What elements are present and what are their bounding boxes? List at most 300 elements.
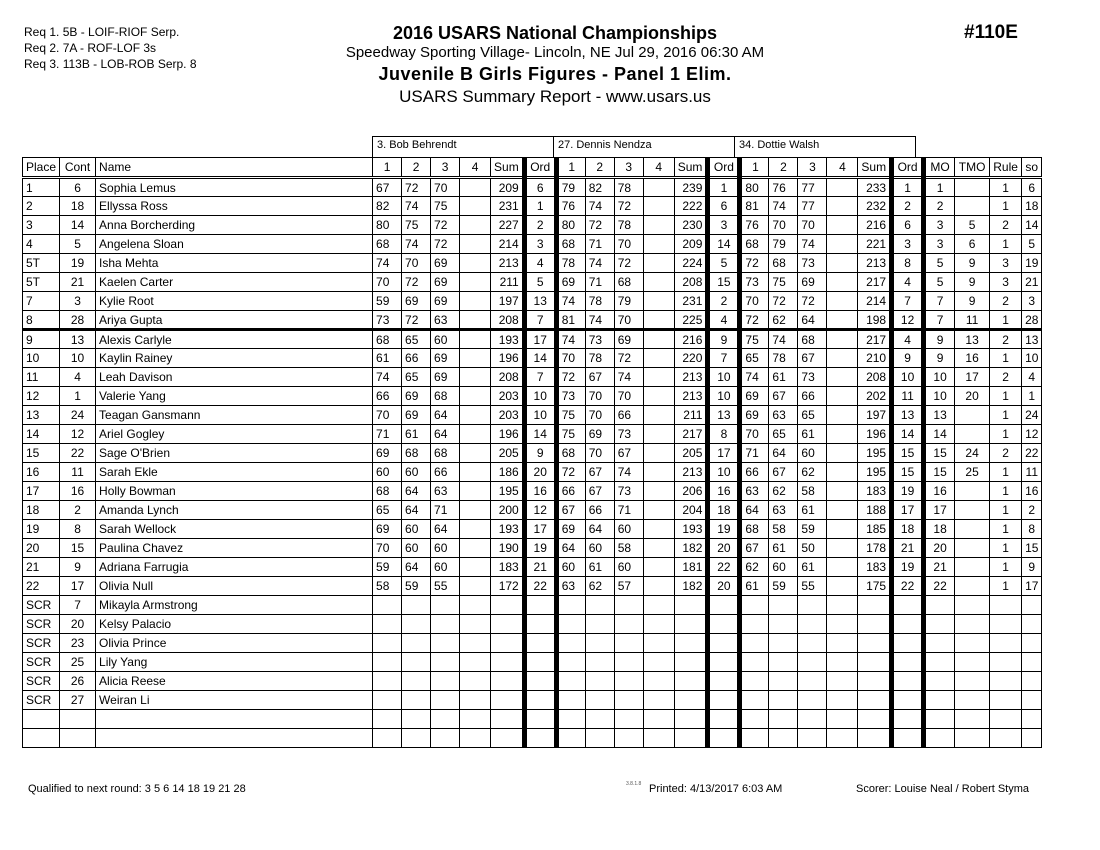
j1-score-2: 64 [402, 482, 431, 501]
place-cell: 22 [23, 577, 60, 596]
j2-sum [674, 672, 708, 691]
header-name: Name [96, 158, 373, 178]
j1-score-3 [431, 691, 460, 710]
table-row [23, 292, 1042, 311]
place-cell: 12 [23, 387, 60, 406]
j1-score-1: 70 [373, 406, 402, 425]
rule-cell: 1 [990, 463, 1022, 482]
contestant-number-cell: 10 [60, 349, 96, 368]
skater-name-cell: Kelsy Palacio [96, 615, 373, 634]
j3-score-1: 75 [740, 330, 769, 349]
scorer-names: Scorer: Louise Neal / Robert Styma [856, 783, 1030, 795]
header-j1-score-1: 1 [373, 158, 402, 178]
table-row [23, 710, 1042, 729]
j1-score-1 [373, 596, 402, 615]
j2-ordinal: 18 [708, 501, 740, 520]
j3-score-4 [827, 330, 858, 349]
header-j2-score-4: 4 [643, 158, 674, 178]
skater-name-cell: Kaylin Rainey [96, 349, 373, 368]
j1-score-2: 59 [402, 577, 431, 596]
j3-score-1: 66 [740, 463, 769, 482]
skater-name-cell: Ariel Gogley [96, 425, 373, 444]
j1-sum: 213 [491, 254, 525, 273]
j1-sum: 208 [491, 368, 525, 387]
j3-score-4 [827, 463, 858, 482]
table-row [23, 729, 1042, 748]
total-majority-ordinal-cell [955, 539, 990, 558]
j3-score-4 [827, 425, 858, 444]
j1-sum [491, 634, 525, 653]
j3-ordinal: 7 [892, 292, 924, 311]
header-so: so [1022, 158, 1042, 178]
table-row [23, 577, 1042, 596]
j2-score-3: 74 [614, 463, 643, 482]
skater-name-cell: Valerie Yang [96, 387, 373, 406]
j3-ordinal: 11 [892, 387, 924, 406]
j1-score-4 [460, 729, 491, 748]
j1-score-1 [373, 615, 402, 634]
skate-order-cell [1022, 634, 1042, 653]
j1-score-1 [373, 729, 402, 748]
skate-order-cell: 21 [1022, 273, 1042, 292]
majority-ordinal-cell: 5 [924, 273, 955, 292]
table-row [23, 653, 1042, 672]
contestant-number-cell: 25 [60, 653, 96, 672]
j3-score-1 [740, 596, 769, 615]
j1-score-1: 58 [373, 577, 402, 596]
total-majority-ordinal-cell [955, 558, 990, 577]
j1-score-3: 69 [431, 254, 460, 273]
total-majority-ordinal-cell [955, 596, 990, 615]
j3-score-2 [769, 691, 798, 710]
j2-score-1: 79 [556, 178, 585, 197]
j1-score-4 [460, 634, 491, 653]
j2-ordinal [708, 729, 740, 748]
j2-score-3 [614, 596, 643, 615]
j2-score-2: 67 [585, 463, 614, 482]
j2-score-1: 78 [556, 254, 585, 273]
j1-ordinal: 17 [524, 520, 556, 539]
j1-score-4 [460, 653, 491, 672]
j1-score-2: 70 [402, 254, 431, 273]
j3-sum [858, 710, 892, 729]
table-row [23, 368, 1042, 387]
j3-ordinal: 9 [892, 349, 924, 368]
j3-score-4 [827, 653, 858, 672]
j2-score-2: 67 [585, 482, 614, 501]
j2-score-2 [585, 710, 614, 729]
j1-score-3: 75 [431, 197, 460, 216]
j3-score-3 [798, 710, 827, 729]
j1-score-3: 63 [431, 482, 460, 501]
j2-ordinal: 10 [708, 387, 740, 406]
place-cell: 7 [23, 292, 60, 311]
j3-score-2: 68 [769, 254, 798, 273]
j1-sum: 195 [491, 482, 525, 501]
contestant-number-cell: 7 [60, 596, 96, 615]
j3-sum: 213 [858, 254, 892, 273]
j3-score-4 [827, 482, 858, 501]
j3-sum: 217 [858, 330, 892, 349]
skater-name-cell: Lily Yang [96, 653, 373, 672]
j2-score-1: 70 [556, 349, 585, 368]
judge-3-header: 34. Dottie Walsh [734, 136, 916, 157]
j1-score-1 [373, 653, 402, 672]
contestant-number-cell: 9 [60, 558, 96, 577]
j1-score-3: 64 [431, 425, 460, 444]
j1-ordinal [524, 672, 556, 691]
place-cell: 15 [23, 444, 60, 463]
j3-sum [858, 691, 892, 710]
j3-score-1 [740, 615, 769, 634]
j3-ordinal: 19 [892, 482, 924, 501]
table-row [23, 539, 1042, 558]
j2-score-4 [643, 672, 674, 691]
j3-sum: 175 [858, 577, 892, 596]
table-row [23, 501, 1042, 520]
table-row [23, 311, 1042, 330]
j2-ordinal: 15 [708, 273, 740, 292]
j2-ordinal: 8 [708, 425, 740, 444]
j2-score-4 [643, 520, 674, 539]
place-cell: 14 [23, 425, 60, 444]
j3-score-4 [827, 178, 858, 197]
total-majority-ordinal-cell [955, 501, 990, 520]
j2-score-3: 74 [614, 368, 643, 387]
majority-ordinal-cell: 9 [924, 349, 955, 368]
j2-score-4 [643, 368, 674, 387]
rule-cell: 1 [990, 311, 1022, 330]
j3-score-2: 67 [769, 387, 798, 406]
header-rule: Rule [990, 158, 1022, 178]
header-j3-score-1: 1 [740, 158, 769, 178]
j3-score-2: 65 [769, 425, 798, 444]
j1-score-1: 73 [373, 311, 402, 330]
skate-order-cell: 16 [1022, 482, 1042, 501]
j1-score-4 [460, 672, 491, 691]
j1-ordinal: 22 [524, 577, 556, 596]
contestant-number-cell: 22 [60, 444, 96, 463]
j1-sum: 200 [491, 501, 525, 520]
j3-score-4 [827, 387, 858, 406]
j2-score-1 [556, 615, 585, 634]
j3-score-2: 78 [769, 349, 798, 368]
j3-score-4 [827, 235, 858, 254]
j1-score-3: 60 [431, 330, 460, 349]
j2-score-1: 60 [556, 558, 585, 577]
j2-score-4 [643, 292, 674, 311]
j1-score-1 [373, 634, 402, 653]
rule-cell: 1 [990, 235, 1022, 254]
j3-ordinal: 2 [892, 197, 924, 216]
j3-sum: 196 [858, 425, 892, 444]
event-number: #110E [964, 22, 1018, 43]
j3-score-3: 69 [798, 273, 827, 292]
j2-score-4 [643, 254, 674, 273]
skater-name-cell: Alicia Reese [96, 672, 373, 691]
j3-score-4 [827, 292, 858, 311]
j3-score-2 [769, 634, 798, 653]
rule-cell: 1 [990, 178, 1022, 197]
j1-sum [491, 653, 525, 672]
j2-sum: 217 [674, 425, 708, 444]
majority-ordinal-cell [924, 634, 955, 653]
j1-sum: 203 [491, 387, 525, 406]
j3-sum: 232 [858, 197, 892, 216]
table-row [23, 672, 1042, 691]
j3-sum [858, 672, 892, 691]
header-j1-sum: Sum [491, 158, 525, 178]
j3-score-4 [827, 311, 858, 330]
rule-cell: 1 [990, 425, 1022, 444]
j2-score-2 [585, 691, 614, 710]
j1-ordinal [524, 710, 556, 729]
j1-ordinal: 5 [524, 273, 556, 292]
table-row [23, 463, 1042, 482]
j2-score-1 [556, 710, 585, 729]
j2-score-1: 64 [556, 539, 585, 558]
skate-order-cell: 8 [1022, 520, 1042, 539]
j2-score-4 [643, 558, 674, 577]
j3-sum: 233 [858, 178, 892, 197]
j1-sum [491, 596, 525, 615]
rule-cell [990, 729, 1022, 748]
j2-score-1: 72 [556, 463, 585, 482]
j3-ordinal [892, 596, 924, 615]
j3-sum: 197 [858, 406, 892, 425]
j1-sum: 231 [491, 197, 525, 216]
rule-cell: 3 [990, 254, 1022, 273]
skate-order-cell: 14 [1022, 216, 1042, 235]
rule-cell: 1 [990, 539, 1022, 558]
total-majority-ordinal-cell: 9 [955, 254, 990, 273]
header-j1-score-3: 3 [431, 158, 460, 178]
rule-cell: 1 [990, 501, 1022, 520]
j1-score-1: 66 [373, 387, 402, 406]
j2-sum [674, 710, 708, 729]
rule-cell: 2 [990, 368, 1022, 387]
majority-ordinal-cell: 2 [924, 197, 955, 216]
header-j3-ord: Ord [892, 158, 924, 178]
rule-cell [990, 653, 1022, 672]
place-cell: 3 [23, 216, 60, 235]
j2-score-4 [643, 178, 674, 197]
j3-score-2: 64 [769, 444, 798, 463]
header-j3-sum: Sum [858, 158, 892, 178]
j2-score-3: 73 [614, 482, 643, 501]
j3-score-2 [769, 710, 798, 729]
j2-sum [674, 691, 708, 710]
j3-score-3 [798, 596, 827, 615]
j1-score-1: 70 [373, 273, 402, 292]
j3-ordinal: 17 [892, 501, 924, 520]
j2-score-2: 70 [585, 387, 614, 406]
majority-ordinal-cell: 21 [924, 558, 955, 577]
j1-score-4 [460, 691, 491, 710]
j2-ordinal: 16 [708, 482, 740, 501]
j1-ordinal: 10 [524, 387, 556, 406]
requirements-list [24, 24, 197, 72]
j2-score-4 [643, 710, 674, 729]
j2-score-4 [643, 216, 674, 235]
j1-ordinal [524, 729, 556, 748]
j3-ordinal: 12 [892, 311, 924, 330]
table-row [23, 216, 1042, 235]
j1-sum: 183 [491, 558, 525, 577]
j1-ordinal: 10 [524, 406, 556, 425]
j3-score-1: 72 [740, 311, 769, 330]
j2-score-1: 67 [556, 501, 585, 520]
j1-sum [491, 691, 525, 710]
j2-sum [674, 653, 708, 672]
j3-score-3: 73 [798, 368, 827, 387]
j2-sum: 216 [674, 330, 708, 349]
majority-ordinal-cell: 15 [924, 444, 955, 463]
j3-score-2: 76 [769, 178, 798, 197]
j2-score-3 [614, 691, 643, 710]
j1-score-3 [431, 615, 460, 634]
j2-score-1: 75 [556, 406, 585, 425]
header-j2-score-1: 1 [556, 158, 585, 178]
contestant-number-cell: 2 [60, 501, 96, 520]
table-row [23, 349, 1042, 368]
j2-score-4 [643, 425, 674, 444]
j1-score-3: 60 [431, 558, 460, 577]
j3-score-3 [798, 615, 827, 634]
report-header [300, 22, 810, 108]
j3-score-1: 69 [740, 387, 769, 406]
table-row [23, 596, 1042, 615]
j1-ordinal [524, 615, 556, 634]
j1-score-2: 65 [402, 330, 431, 349]
j2-score-2: 74 [585, 197, 614, 216]
j2-ordinal: 5 [708, 254, 740, 273]
j2-score-2 [585, 653, 614, 672]
j3-sum: 210 [858, 349, 892, 368]
table-row [23, 691, 1042, 710]
j1-score-3 [431, 729, 460, 748]
skate-order-cell: 10 [1022, 349, 1042, 368]
j2-score-3: 60 [614, 558, 643, 577]
j2-ordinal [708, 691, 740, 710]
j2-sum [674, 634, 708, 653]
j1-ordinal [524, 596, 556, 615]
skate-order-cell: 6 [1022, 178, 1042, 197]
j2-sum: 182 [674, 577, 708, 596]
j3-score-3 [798, 691, 827, 710]
rule-cell [990, 710, 1022, 729]
j1-score-4 [460, 463, 491, 482]
total-majority-ordinal-cell: 25 [955, 463, 990, 482]
skater-name-cell [96, 710, 373, 729]
j2-score-1: 81 [556, 311, 585, 330]
j3-score-3: 61 [798, 425, 827, 444]
j2-score-1: 66 [556, 482, 585, 501]
skater-name-cell: Paulina Chavez [96, 539, 373, 558]
j3-score-2: 72 [769, 292, 798, 311]
j2-score-4 [643, 330, 674, 349]
j2-sum: 213 [674, 463, 708, 482]
j3-sum: 178 [858, 539, 892, 558]
place-cell: 16 [23, 463, 60, 482]
j1-ordinal [524, 653, 556, 672]
j2-score-2: 62 [585, 577, 614, 596]
majority-ordinal-cell [924, 615, 955, 634]
contestant-number-cell: 27 [60, 691, 96, 710]
skate-order-cell: 1 [1022, 387, 1042, 406]
requirement-3: Req 3. 113B - LOB-ROB Serp. 8 [24, 57, 197, 71]
j3-ordinal: 8 [892, 254, 924, 273]
table-row [23, 425, 1042, 444]
j1-score-1: 70 [373, 539, 402, 558]
j3-ordinal: 10 [892, 368, 924, 387]
j1-score-4 [460, 596, 491, 615]
total-majority-ordinal-cell: 17 [955, 368, 990, 387]
skater-name-cell: Adriana Farrugia [96, 558, 373, 577]
j1-score-2: 60 [402, 539, 431, 558]
requirement-1: Req 1. 5B - LOIF-RIOF Serp. [24, 25, 180, 39]
j3-ordinal: 15 [892, 444, 924, 463]
j3-score-1: 73 [740, 273, 769, 292]
printed-timestamp: Printed: 4/13/2017 6:03 AM [649, 783, 783, 795]
j1-score-4 [460, 235, 491, 254]
j1-score-4 [460, 710, 491, 729]
skate-order-cell: 12 [1022, 425, 1042, 444]
j3-score-2: 74 [769, 197, 798, 216]
j3-score-2: 59 [769, 577, 798, 596]
majority-ordinal-cell [924, 710, 955, 729]
place-cell: 18 [23, 501, 60, 520]
skate-order-cell: 28 [1022, 311, 1042, 330]
skate-order-cell [1022, 615, 1042, 634]
header-j3-score-4: 4 [827, 158, 858, 178]
j2-score-4 [643, 577, 674, 596]
place-cell: SCR [23, 634, 60, 653]
skater-name-cell: Weiran Li [96, 691, 373, 710]
j3-sum: 185 [858, 520, 892, 539]
table-row [23, 615, 1042, 634]
j3-score-1: 63 [740, 482, 769, 501]
majority-ordinal-cell: 9 [924, 330, 955, 349]
j1-ordinal: 19 [524, 539, 556, 558]
j2-ordinal: 10 [708, 368, 740, 387]
total-majority-ordinal-cell [955, 691, 990, 710]
venue-date: Speedway Sporting Village- Lincoln, NE Jul 29, 2016 06:30 AM [345, 44, 765, 61]
j3-score-3: 61 [798, 501, 827, 520]
j3-score-2: 62 [769, 311, 798, 330]
j3-score-1: 62 [740, 558, 769, 577]
skater-name-cell: Isha Mehta [96, 254, 373, 273]
j2-score-1: 80 [556, 216, 585, 235]
place-cell: 9 [23, 330, 60, 349]
j3-ordinal [892, 710, 924, 729]
place-cell [23, 729, 60, 748]
j2-ordinal [708, 596, 740, 615]
j1-sum: 190 [491, 539, 525, 558]
j1-score-2: 61 [402, 425, 431, 444]
j2-score-4 [643, 729, 674, 748]
j3-score-3 [798, 634, 827, 653]
j1-score-4 [460, 349, 491, 368]
skate-order-cell [1022, 653, 1042, 672]
place-cell: 11 [23, 368, 60, 387]
j2-sum: 205 [674, 444, 708, 463]
header-place: Place [23, 158, 60, 178]
j1-score-1: 69 [373, 444, 402, 463]
j2-score-4 [643, 235, 674, 254]
judge-2-header: 27. Dennis Nendza [553, 136, 735, 157]
table-row [23, 254, 1042, 273]
